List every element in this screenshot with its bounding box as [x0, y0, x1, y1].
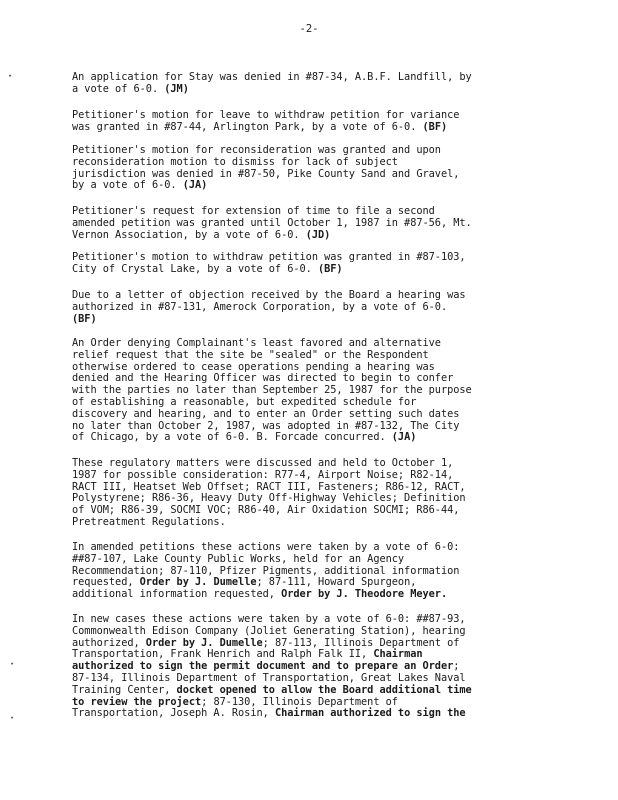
text-segment: Recommendation; 87-110, Pfizer Pigments, additional information — [72, 564, 460, 577]
page-number: -2- — [299, 23, 319, 35]
text-line — [72, 314, 552, 326]
bold-text-segment: Order by J. Theodore Meyer. — [281, 588, 448, 601]
text-segment: ##87-107, Lake County Public Works, held for an Agency — [72, 552, 405, 565]
text-segment: Petitioner's motion to withdraw petition was granted in #87-103, — [72, 251, 466, 263]
paragraph-extension — [72, 206, 552, 241]
text-segment: ; 87-113, Illinois Department of — [262, 636, 460, 649]
text-segment: a vote of 6-0. — [72, 82, 165, 95]
text-line — [72, 84, 552, 96]
text-segment: of establishing a reasonable, but expedited schedule for — [72, 395, 417, 408]
text-segment: requested, — [72, 576, 140, 589]
bold-text-segment: (JA) — [391, 431, 417, 444]
paragraph-amended-petitions — [72, 542, 552, 601]
text-segment: authorized in #87-131, Amerock Corporation, by a vote of 6-0. — [72, 300, 448, 313]
bold-text-segment: Order by J. Dumelle — [145, 636, 263, 649]
text-line — [72, 589, 552, 601]
text-segment: reconsideration motion to dismiss for lack of subject — [72, 155, 398, 168]
paragraph-order-denying — [72, 338, 552, 444]
text-line — [72, 517, 552, 529]
paragraph-stay-denied — [72, 72, 552, 96]
text-line — [72, 180, 552, 192]
text-segment: with the parties no later than September 25, 1987 for the purpose — [72, 384, 472, 397]
text-line — [72, 432, 552, 444]
text-segment: Due to a letter of objection received by the Board a hearing was — [72, 289, 466, 301]
bold-text-segment: Chairman authorized to sign the — [274, 707, 466, 720]
paragraph-withdraw-variance — [72, 110, 552, 134]
bold-text-segment: (JD) — [305, 228, 331, 241]
text-segment: of VOM; R86-39, SOCMI VOC; R86-40, Air Oxidation SOCMI; R86-44, — [72, 504, 460, 517]
text-segment: Transportation, Frank Henrich and Ralph Falk II, — [72, 648, 374, 661]
text-segment: additional information requested, — [72, 588, 282, 601]
bold-text-segment: (JM) — [164, 82, 189, 95]
bold-text-segment: (JA) — [182, 179, 208, 192]
text-segment: discovery and hearing, and to enter an Order setting such dates — [72, 407, 460, 420]
text-segment: by a vote of 6-0. — [72, 179, 183, 192]
margin-mark: ∙ — [10, 660, 15, 668]
text-line — [72, 122, 552, 134]
text-segment: An Order denying Complainant's least favored and alternative — [72, 337, 441, 349]
bold-text-segment: authorized to sign the permit document and to prepare an Order — [72, 660, 454, 673]
text-segment: Vernon Association, by a vote of 6-0. — [72, 228, 306, 241]
text-segment: Pretreatment Regulations. — [72, 515, 226, 528]
paragraph-new-cases — [72, 614, 552, 720]
text-segment: 87-134, Illinois Department of Transportation, Great Lakes Naval — [72, 671, 466, 684]
text-segment: Commonwealth Edison Company (Joliet Generating Station), hearing — [72, 624, 466, 637]
text-segment: Polystyrene; R86-36, Heavy Duty Off-Highway Vehicles; Definition — [72, 492, 466, 505]
bold-text-segment: docket opened to allow the Board additional time — [176, 683, 472, 696]
text-segment: In new cases these actions were taken by a vote of 6-0: ##87-93, — [72, 613, 466, 625]
paragraph-regulatory-matters — [72, 458, 552, 529]
text-segment: 1987 for possible consideration: R77-4, Airport Noise; R82-14, — [72, 468, 454, 481]
text-segment: ; 87-130, Illinois Department of — [201, 695, 398, 708]
text-segment: City of Crystal Lake, by a vote of 6-0. — [72, 262, 318, 275]
text-segment: Petitioner's request for extension of time to file a second — [72, 205, 435, 217]
margin-mark: ∙ — [8, 72, 13, 80]
bold-text-segment: Chairman — [373, 648, 423, 661]
text-segment: ; 87-111, Howard Spurgeon, — [256, 576, 417, 589]
text-line — [72, 230, 552, 242]
bold-text-segment: (BF) — [422, 120, 448, 133]
text-segment: Training Center, — [72, 683, 177, 696]
text-segment: Transportation, Joseph A. Rosin, — [72, 707, 275, 720]
paragraph-withdraw-petition — [72, 252, 552, 276]
text-segment: relief request that the site be "sealed" or the Respondent — [72, 348, 429, 361]
paragraph-hearing-authorized — [72, 290, 552, 325]
bold-text-segment: to review the project — [72, 695, 202, 708]
text-segment: no later than October 2, 1987, was adopted in #87-132, The City — [72, 419, 460, 432]
text-segment: jurisdiction was denied in #87-50, Pike County Sand and Gravel, — [72, 167, 460, 180]
text-segment: An application for Stay was denied in #87-34, A.B.F. Landfill, by — [72, 71, 472, 83]
text-segment: In amended petitions these actions were taken by a vote of 6-0: — [72, 541, 460, 553]
text-segment: denied and the Hearing Officer was directed to begin to confer — [72, 372, 454, 385]
text-segment: These regulatory matters were discussed and held to October 1, — [72, 457, 454, 469]
text-segment: otherwise ordered to cease operations pending a hearing was — [72, 360, 435, 373]
margin-mark: ∙ — [10, 714, 15, 722]
paragraph-reconsideration — [72, 145, 552, 192]
text-line — [72, 708, 552, 720]
text-segment: was granted in #87-44, Arlington Park, by a vote of 6-0. — [72, 120, 423, 133]
text-segment: of Chicago, by a vote of 6-0. B. Forcade concurred. — [72, 431, 392, 444]
bold-text-segment: (BF) — [317, 262, 343, 275]
bold-text-segment: Order by J. Dumelle — [139, 576, 257, 589]
text-segment: Petitioner's motion for leave to withdraw petition for variance — [72, 109, 460, 121]
text-segment: RACT III, Heatset Web Offset; RACT III, Fasteners; R86-12, RACT, — [72, 480, 466, 493]
text-line — [72, 302, 552, 314]
text-segment: ; — [453, 660, 460, 673]
bold-text-segment: (BF) — [72, 312, 97, 325]
text-segment: Petitioner's motion for reconsideration was granted and upon — [72, 144, 441, 156]
text-line — [72, 264, 552, 276]
text-segment: amended petition was granted until October 1, 1987 in #87-56, Mt. — [72, 216, 472, 229]
text-segment: authorized, — [72, 636, 146, 649]
